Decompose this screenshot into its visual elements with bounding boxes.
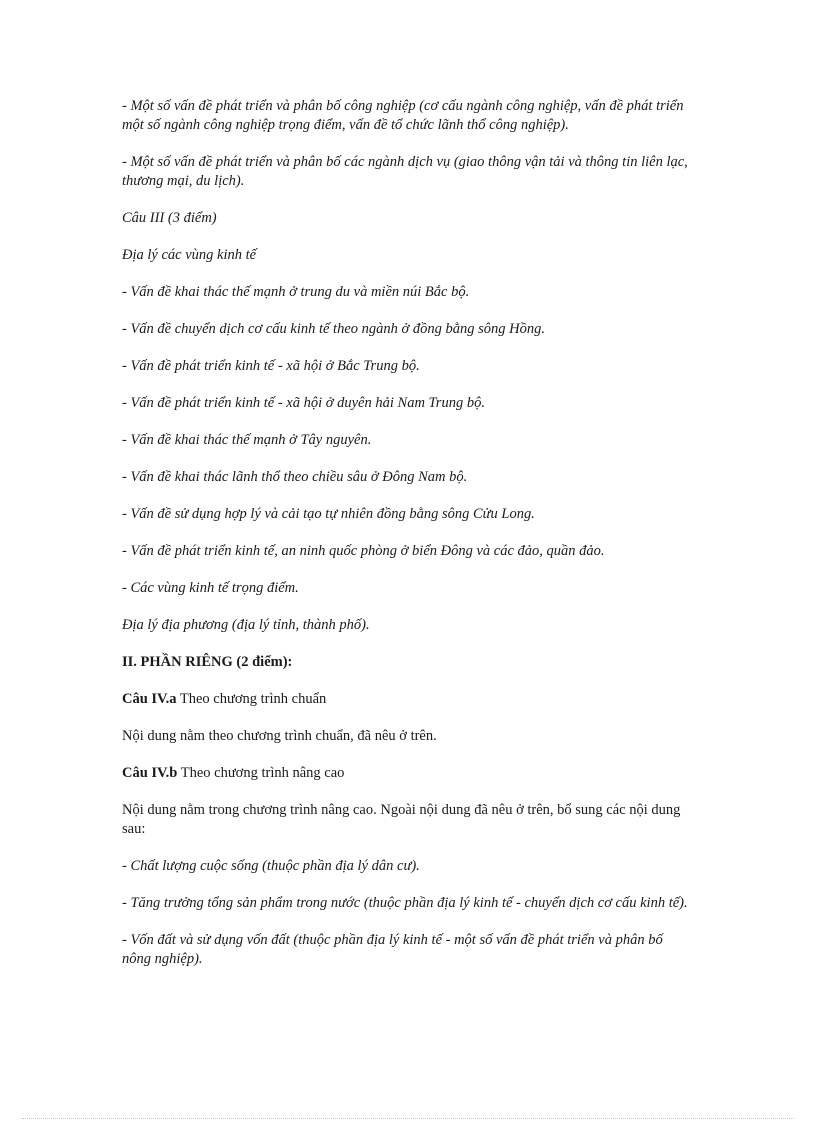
question-4a-text: Theo chương trình chuẩn — [176, 691, 327, 707]
local-geography: Địa lý địa phương (địa lý tỉnh, thành phố). — [122, 617, 370, 633]
page-bottom-divider — [22, 1118, 794, 1119]
list-item: - Vấn đề chuyển dịch cơ cấu kinh tế theo ngành ở đồng bằng sông Hồng. — [122, 321, 545, 337]
regional-geography-title: Địa lý các vùng kinh tế — [122, 247, 257, 263]
question-4b-text: Theo chương trình nâng cao — [177, 765, 345, 781]
question-4a — [122, 690, 694, 709]
list-item: - Vấn đề khai thác thế mạnh ở trung du và miền núi Bắc bộ. — [122, 284, 470, 300]
question-4a-label: Câu IV.a — [122, 691, 177, 707]
list-item: - Vấn đề phát triển kinh tế - xã hội ở duyên hải Nam Trung bộ. — [122, 395, 485, 411]
question-3-title: Câu III (3 điểm) — [122, 210, 217, 226]
document-body — [122, 97, 694, 987]
list-item: - Chất lượng cuộc sống (thuộc phần địa lý dân cư). — [122, 858, 420, 874]
section-heading: II. PHẦN RIÊNG (2 điểm): — [122, 654, 293, 670]
question-4b-label: Câu IV.b — [122, 765, 178, 781]
question-4b-content: Nội dung nằm trong chương trình nâng cao. Ngoài nội dung đã nêu ở trên, bổ sung các nội dung sau: — [122, 802, 681, 837]
list-item: - Vấn đề phát triển kinh tế - xã hội ở Bắc Trung bộ. — [122, 358, 420, 374]
question-4b — [122, 764, 694, 783]
question-4a-content: Nội dung nằm theo chương trình chuẩn, đã nêu ở trên. — [122, 728, 437, 744]
paragraph-industry: - Một số vấn đề phát triển và phân bố công nghiệp (cơ cấu ngành công nghiệp, vấn đề phát triển một số ngành công nghiệp trọng điểm, vấn đề tổ chức lãnh thổ công nghiệp). — [122, 98, 684, 133]
list-item: - Vấn đề khai thác thế mạnh ở Tây nguyên. — [122, 432, 372, 448]
paragraph-services: - Một số vấn đề phát triển và phân bố các ngành dịch vụ (giao thông vận tải và thông tin liên lạc, thương mại, du lịch). — [122, 154, 688, 189]
list-item: - Tăng trưởng tổng sản phẩm trong nước (thuộc phần địa lý kinh tế - chuyển dịch cơ cấu kinh tế). — [122, 895, 688, 911]
list-item: - Vấn đề sử dụng hợp lý và cải tạo tự nhiên đồng bằng sông Cửu Long. — [122, 506, 535, 522]
list-item: - Vấn đề khai thác lãnh thổ theo chiều sâu ở Đông Nam bộ. — [122, 469, 468, 485]
list-item: - Vấn đề phát triển kinh tế, an ninh quốc phòng ở biển Đông và các đảo, quần đảo. — [122, 543, 605, 559]
list-item: - Các vùng kinh tế trọng điểm. — [122, 580, 299, 596]
list-item: - Vốn đất và sử dụng vốn đất (thuộc phần địa lý kinh tế - một số vấn đề phát triển và phân bố nông nghiệp). — [122, 932, 663, 967]
